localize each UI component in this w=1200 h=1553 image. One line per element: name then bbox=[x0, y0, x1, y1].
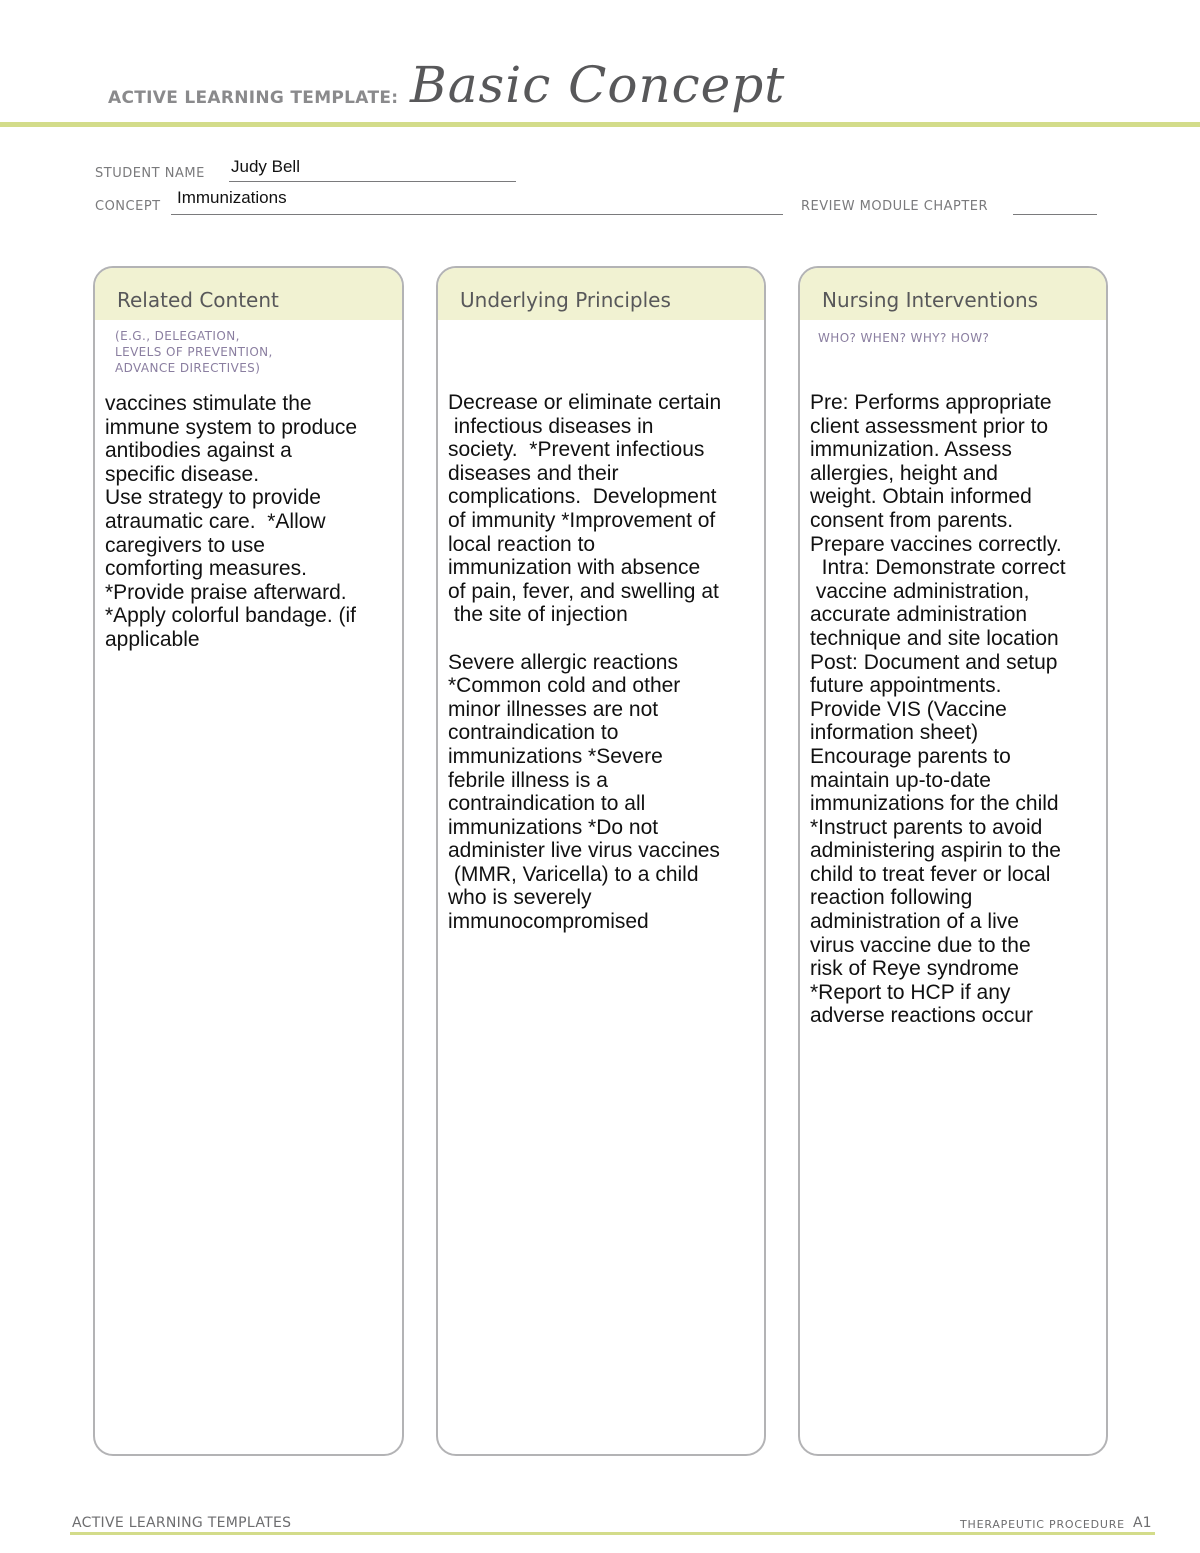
header-divider bbox=[0, 122, 1200, 127]
underlying-principles-card bbox=[436, 266, 766, 1456]
related-content-body[interactable]: vaccines stimulate the immune system to produce antibodies against a specific disease. Use strategy to provide atraumatic care. *Allow caregivers to use comforting measures. *Provide praise afterward. *Apply colorful bandage. (if applicable bbox=[105, 392, 358, 651]
related-content-title: Related Content bbox=[117, 288, 279, 312]
footer-series-label: ACTIVE LEARNING TEMPLATES bbox=[72, 1515, 292, 1531]
underlying-principles-title: Underlying Principles bbox=[460, 288, 671, 312]
nursing-interventions-title: Nursing Interventions bbox=[822, 288, 1039, 312]
concept-value: Immunizations bbox=[177, 188, 287, 207]
template-label: ACTIVE LEARNING TEMPLATE: bbox=[108, 88, 399, 108]
underlying-principles-header bbox=[438, 268, 764, 320]
related-content-card bbox=[93, 266, 404, 1456]
concept-label: CONCEPT bbox=[95, 199, 161, 214]
nursing-interventions-body[interactable]: Pre: Performs appropriate client assessment prior to immunization. Assess allergies, height and weight. Obtain informed consent from parents. Prepare vaccines correctly. Intra: Demonstrate correct vaccine administration, accurate administration technique and site location Post: Document and setup future appointments. Provide VIS (Vaccine information sheet) Encourage parents to maintain up-to-date immunizations for the child *Instruct parents to avoid administering aspirin to the child to treat fever or local reaction following administration of a live virus vaccine due to the risk of Reye syndrome *Report to HCP if any adverse reactions occur bbox=[810, 391, 1066, 1028]
nursing-interventions-header bbox=[800, 268, 1106, 320]
page-header bbox=[0, 50, 1200, 130]
related-content-header bbox=[95, 268, 402, 320]
student-name-label: STUDENT NAME bbox=[95, 166, 205, 181]
footer-page-number: A1 bbox=[1133, 1515, 1152, 1531]
page-title: Basic Concept bbox=[410, 56, 786, 114]
related-content-subtitle: (E.G., DELEGATION, LEVELS OF PREVENTION, ADVANCE DIRECTIVES) bbox=[115, 329, 273, 375]
underlying-principles-body[interactable]: Decrease or eliminate certain infectious diseases in society. *Prevent infectious diseases and their complications. Development of immunity *Improvement of local reaction to immunization with absence of pain, fever, and swelling at the site of injection Severe allergic reactions *Common cold and other minor illnesses are not contraindication to immunizations *Severe febrile illness is a contraindication to all immunizations *Do not administer live virus vaccines (MMR, Varicella) to a child who is severely immunocompromised bbox=[448, 391, 722, 934]
footer-divider bbox=[70, 1532, 1155, 1535]
review-module-field[interactable] bbox=[1013, 197, 1097, 215]
nursing-interventions-card bbox=[798, 266, 1108, 1456]
student-name-value: Judy Bell bbox=[231, 157, 300, 176]
review-module-label: REVIEW MODULE CHAPTER bbox=[801, 199, 989, 214]
footer-category-label: THERAPEUTIC PROCEDURE bbox=[960, 1518, 1125, 1531]
nursing-interventions-subtitle: WHO? WHEN? WHY? HOW? bbox=[818, 331, 990, 345]
